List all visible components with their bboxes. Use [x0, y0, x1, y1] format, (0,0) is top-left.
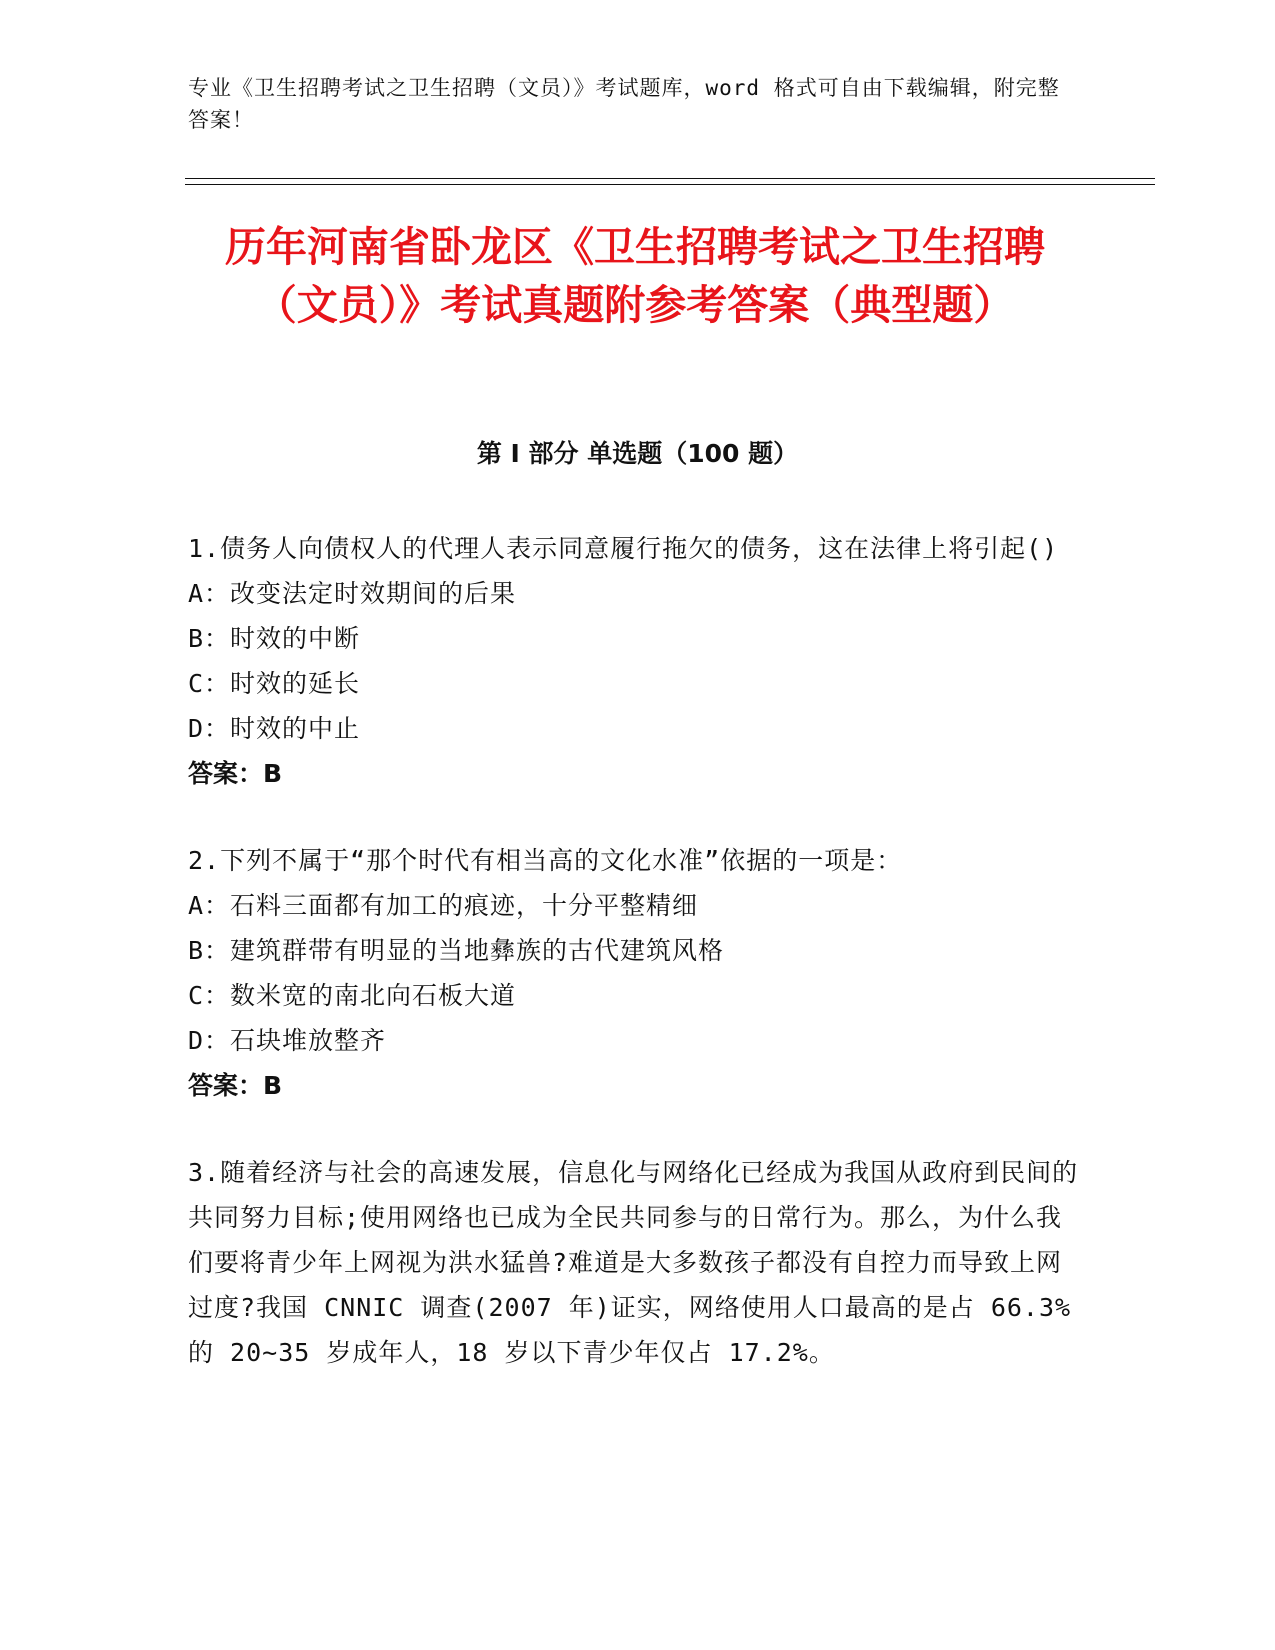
question-3 — [188, 1150, 1088, 1375]
option-c: C：时效的延长 — [188, 669, 361, 698]
option-d: D：时效的中止 — [188, 714, 361, 743]
header-rule-bottom — [185, 184, 1155, 185]
question-list — [188, 526, 1088, 1417]
question-stem: 1.债务人向债权人的代理人表示同意履行拖欠的债务，这在法律上将引起() — [188, 534, 1059, 563]
option-d: D：石块堆放整齐 — [188, 1026, 387, 1055]
answer-line: 答案：B — [188, 759, 283, 788]
option-a: A：改变法定时效期间的后果 — [188, 579, 517, 608]
option-b: B：时效的中断 — [188, 624, 361, 653]
question-2 — [188, 838, 1088, 1108]
section-title: 第 I 部分 单选题（100 题） — [476, 439, 799, 468]
header-note: 专业《卫生招聘考试之卫生招聘（文员）》考试题库，word 格式可自由下载编辑，附完整答案！ — [188, 76, 1060, 132]
question-1 — [188, 526, 1088, 796]
answer-line: 答案：B — [188, 1071, 283, 1100]
document-title: 历年河南省卧龙区《卫生招聘考试之卫生招聘（文员）》考试真题附参考答案（典型题） — [225, 223, 1045, 329]
question-stem: 2.下列不属于“那个时代有相当高的文化水准”依据的一项是： — [188, 846, 903, 875]
header-rule-top — [185, 178, 1155, 179]
option-b: B：建筑群带有明显的当地彝族的古代建筑风格 — [188, 936, 725, 965]
option-c: C：数米宽的南北向石板大道 — [188, 981, 517, 1010]
question-stem: 3.随着经济与社会的高速发展，信息化与网络化已经成为我国从政府到民间的共同努力目标;使用网络也已成为全民共同参与的日常行为。那么，为什么我们要将青少年上网视为洪水猛兽?难道是大多数孩子都没有自控力而导致上网过度?我国 CNNIC 调查(2007 年)证实，网络使用人口最高的是占 66.3%的 20~35 岁成年人，18 岁以下青少年仅占 17.2%。 — [188, 1158, 1079, 1367]
option-a: A：石料三面都有加工的痕迹，十分平整精细 — [188, 891, 699, 920]
